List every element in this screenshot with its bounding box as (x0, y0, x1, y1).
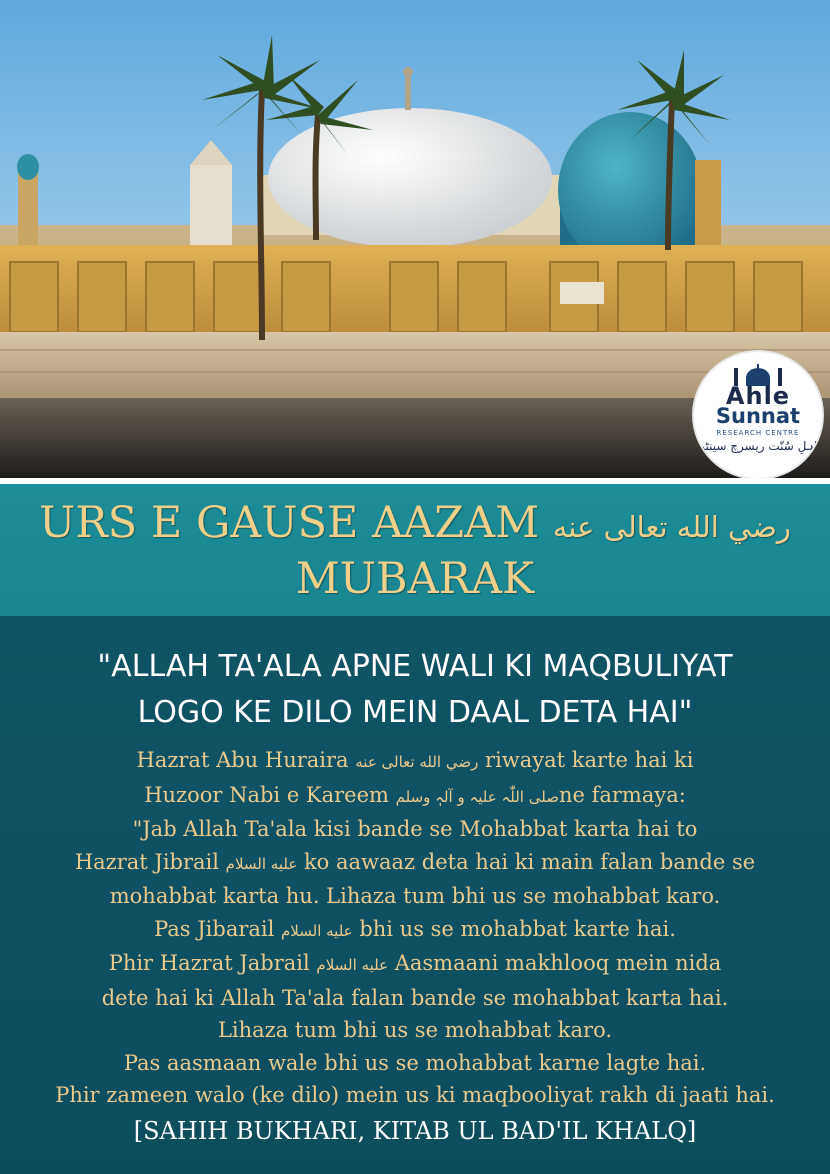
para-line-4 (0, 846, 830, 881)
para-line-10: Pas aasmaan wale bhi us se mohabbat karne lagte hai. (123, 1050, 707, 1075)
para-line-6-arabic: عليه السلام (281, 921, 353, 940)
para-line-4-arabic: عليه السلام (225, 854, 298, 873)
quote-line-1: "ALLAH TA'ALA APNE WALI KI MAQBULIYAT (97, 649, 733, 684)
para-line-7 (0, 947, 830, 982)
para-line-8: dete hai ki Allah Ta'ala falan bande se mohabbat karta hai. (101, 985, 729, 1010)
title-latin: URS E GAUSE AAZAM (39, 498, 540, 548)
quote-line-2: LOGO KE DILO MEIN DAAL DETA HAI" (137, 695, 693, 730)
para-line-6-b: bhi us se mohabbat karte hai. (359, 916, 676, 941)
para-line-6 (0, 913, 830, 948)
hadith-paragraph (0, 744, 830, 1112)
body-area (0, 616, 830, 1174)
para-line-5: mohabbat karta hu. Lihaza tum bhi us se mohabbat karo. (109, 884, 721, 908)
title-arabic: رضي الله تعالى عنه (552, 510, 791, 544)
title-line-2: MUBARAK (295, 554, 535, 604)
para-line-4-b: ko aawaaz deta hai ki main falan bande se (303, 849, 756, 874)
para-line-7-arabic: عليه السلام (316, 956, 389, 974)
para-line-7-a: Phir Hazrat Jabrail (108, 951, 310, 975)
para-line-4-a: Hazrat Jibrail (74, 849, 219, 874)
quote (0, 644, 830, 736)
title-line-1 (0, 494, 830, 556)
para-line-2-a: Huzoor Nabi e Kareem (144, 782, 389, 807)
para-line-2-b: ne farmaya: (558, 782, 686, 807)
logo-line-research-centre: RESEARCH CENTRE (716, 429, 800, 437)
para-line-1-a: Hazrat Abu Huraira (136, 748, 349, 772)
para-line-9: Lihaza tum bhi us se mohabbat karo. (217, 1018, 613, 1042)
para-line-1-b: riwayat karte hai ki (485, 748, 694, 772)
para-line-1 (0, 744, 830, 779)
para-line-11: Phir zameen walo (ke dilo) mein us ki maqbooliyat rakh di jaati hai. (55, 1083, 775, 1107)
logo-line-urdu: اہلِ سُنّت ریسرچ سینٹر (698, 439, 818, 453)
logo-line-ahle: Ahle (725, 382, 791, 410)
para-line-7-b: Aasmaani makhlooq mein nida (394, 951, 722, 975)
ahle-sunnat-logo (694, 352, 822, 478)
para-line-6-a: Pas Jibarail (154, 916, 275, 941)
para-line-1-arabic: رضي الله تعالى عنه (355, 753, 479, 771)
logo-line-sunnat: Sunnat (715, 404, 801, 428)
title-band (0, 484, 830, 616)
para-line-3: "Jab Allah Ta'ala kisi bande se Mohabbat karta hai to (132, 817, 698, 841)
para-line-2 (0, 779, 830, 814)
reference: [SAHIH BUKHARI, KITAB UL BAD'IL KHALQ] (133, 1117, 697, 1145)
para-line-2-arabic: صلی اللّٰہ علیہ و آلہٖ وسلم (395, 787, 559, 806)
